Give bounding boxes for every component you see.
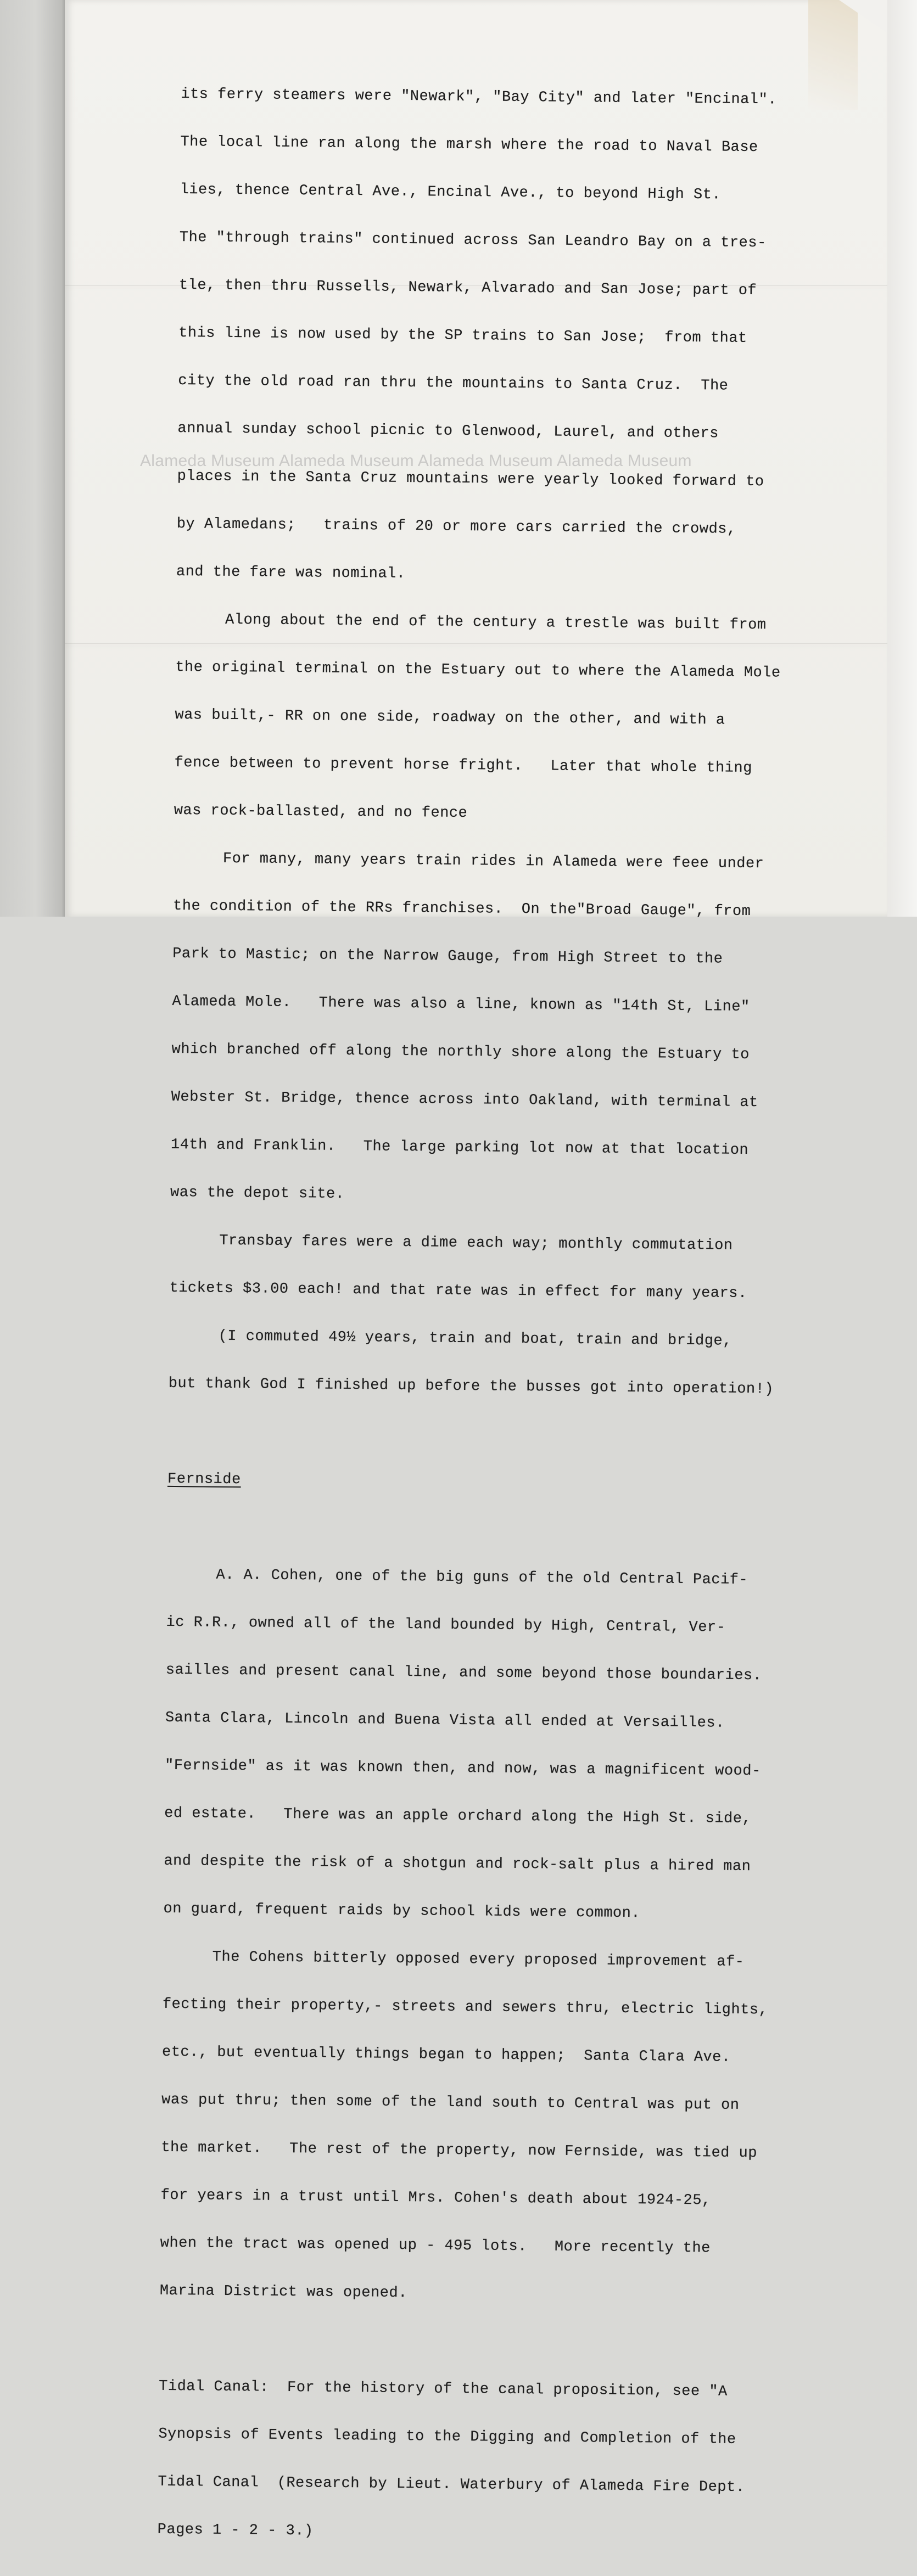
text-line: tickets $3.00 each! and that rate was in effect for many years. [169, 1279, 747, 1302]
text-line: fence between to prevent horse fright. Later that whole thing [174, 754, 752, 777]
text-line: Pages 1 - 2 - 3.) [157, 2521, 314, 2540]
text-line: etc., but eventually things began to happen; Santa Clara Ave. [161, 2044, 731, 2066]
museum-watermark: Alameda Museum Alameda Museum Alameda Museum Alameda Museum [140, 452, 692, 470]
text-line: "Fernside" as it was known then, and now, was a magnificent wood- [164, 1757, 761, 1780]
text-line: the original terminal on the Estuary out to where the Alameda Mole [175, 659, 781, 682]
text-line: was put thru; then some of the land south to Central was put on [161, 2091, 740, 2114]
text-line: Webster St. Bridge, thence across into Oakland, with terminal at [171, 1088, 758, 1112]
text-line: Tidal Canal (Research by Lieut. Waterbury of Alameda Fire Dept. [158, 2473, 745, 2496]
section-heading: Fernside [167, 1471, 241, 1489]
text-line: A. A. Cohen, one of the big guns of the old Central Pacif- [216, 1567, 748, 1589]
scan-background-margin [0, 0, 65, 917]
text-line: The "through trains" continued across San Leandro Bay on a tres- [179, 229, 767, 252]
text-line: Marina District was opened. [159, 2282, 408, 2302]
text-line: for years in a trust until Mrs. Cohen's death about 1924-25, [160, 2187, 711, 2209]
text-line: when the tract was opened up - 495 lots. More recently the [160, 2235, 711, 2257]
text-line: The local line ran along the marsh where the road to Naval Base [180, 133, 758, 156]
text-line: on guard, frequent raids by school kids were common. [163, 1900, 641, 1922]
text-line: and despite the risk of a shotgun and rock-salt plus a hired man [164, 1853, 751, 1876]
text-line: 14th and Franklin. The large parking lot now at that location [170, 1136, 749, 1159]
text-line: Alameda Mole. There was also a line, known as "14th St, Line" [172, 993, 750, 1016]
text-line: ed estate. There was an apple orchard along the High St. side, [164, 1805, 752, 1828]
text-line: the condition of the RRs franchises. On the"Broad Gauge", from [172, 897, 751, 921]
scan-background-edge [887, 0, 917, 917]
text-line: this line is now used by the SP trains to San Jose; from that [178, 324, 747, 347]
text-line: fecting their property,- streets and sewers thru, electric lights, [162, 1996, 768, 2019]
text-line: by Alamedans; trains of 20 or more cars carried the crowds, [176, 515, 736, 538]
text-line: which branched off along the northly shore along the Estuary to [171, 1041, 750, 1064]
text-line: the market. The rest of the property, now Fernside, was tied up [161, 2139, 758, 2162]
text-line: places in the Santa Cruz mountains were yearly looked forward to [177, 468, 764, 491]
text-line: city the old road ran thru the mountains to Santa Cruz. The [178, 372, 729, 395]
text-line: Synopsis of Events leading to the Digging and Completion of the [158, 2426, 736, 2448]
text-line: was the depot site. [170, 1184, 345, 1203]
typed-text-body [157, 55, 829, 2576]
blank-line [159, 2331, 807, 2353]
text-line: (I commuted 49½ years, train and boat, train and bridge, [218, 1328, 733, 1350]
text-line: Santa Clara, Lincoln and Buena Vista all ended at Versailles. [165, 1709, 725, 1732]
text-line: sailles and present canal line, and some beyond those boundaries. [165, 1662, 762, 1685]
text-line: but thank God I finished up before the busses got into operation!) [168, 1375, 774, 1398]
text-line: Park to Mastic; on the Narrow Gauge, from High Street to the [172, 945, 723, 968]
text-line: For many, many years train rides in Alameda were feee under [222, 850, 764, 873]
text-line: annual sunday school picnic to Glenwood, Laurel, and others [177, 420, 719, 442]
text-line: its ferry steamers were "Newark", "Bay City" and later "Encinal". [181, 86, 778, 109]
text-line: Along about the end of the century a trestle was built from [225, 611, 767, 634]
text-line: ic R.R., owned all of the land bounded by High, Central, Ver- [166, 1614, 726, 1636]
blank-line [168, 1424, 816, 1446]
text-line: Tidal Canal: For the history of the canal proposition, see "A [159, 2378, 728, 2400]
text-line: and the fare was nominal. [176, 563, 406, 582]
text-line: The Cohens bitterly opposed every proposed improvement af- [212, 1949, 745, 1971]
text-line: was rock-ballasted, and no fence [174, 802, 468, 822]
text-line: tle, then thru Russells, Newark, Alvarado and San Jose; part of [178, 277, 757, 300]
text-line: lies, thence Central Ave., Encinal Ave., to beyond High St. [180, 181, 722, 204]
blank-line [167, 1519, 815, 1541]
text-line: Transbay fares were a dime each way; monthly commutation [219, 1232, 733, 1254]
section-heading-line [167, 1472, 815, 1494]
text-line: was built,- RR on one side, roadway on the other, and with a [175, 706, 725, 729]
